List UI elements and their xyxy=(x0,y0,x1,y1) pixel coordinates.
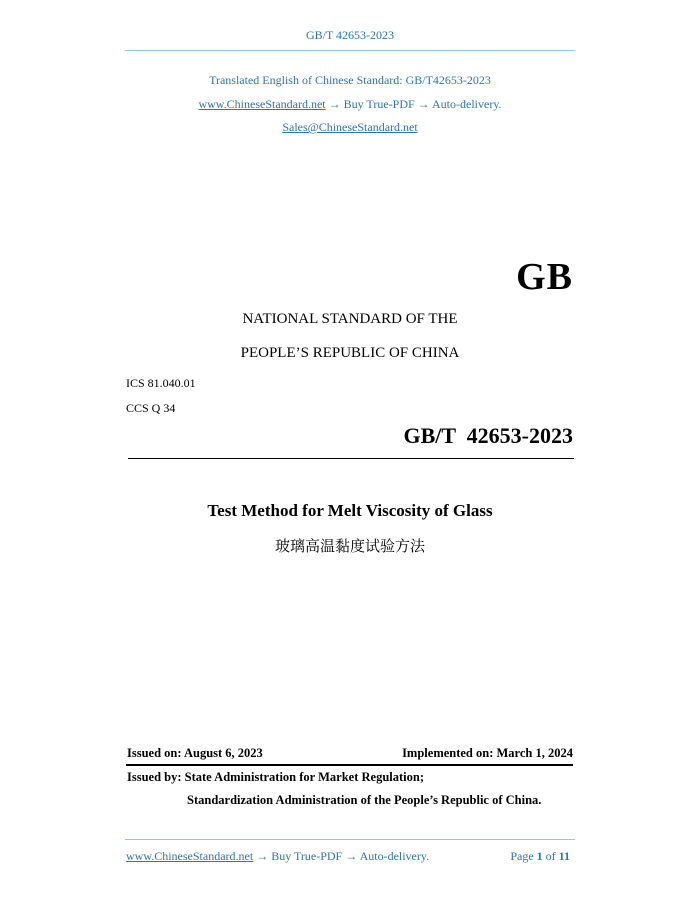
website-link[interactable]: www.ChineseStandard.net xyxy=(198,97,326,111)
title-divider xyxy=(128,458,574,459)
page-label: Page xyxy=(510,849,534,863)
purchase-text: → Buy True-PDF → Auto-delivery. xyxy=(325,97,502,111)
page-indicator xyxy=(510,849,570,864)
title-chinese: 玻璃高温黏度试验方法 xyxy=(274,537,425,555)
email-line xyxy=(0,120,700,135)
page-total: 11 xyxy=(558,849,570,863)
issued-divider xyxy=(126,764,573,766)
header-divider xyxy=(125,50,575,51)
ics-code: ICS 81.040.01 xyxy=(126,376,196,390)
running-header: GB/T 42653-2023 xyxy=(305,28,395,42)
national-standard-line-2: PEOPLE’S REPUBLIC OF CHINA xyxy=(240,345,460,361)
footer-website-link[interactable]: www.ChineseStandard.net xyxy=(126,849,254,863)
footer-divider xyxy=(125,839,575,840)
translation-notice: Translated English of Chinese Standard: GB/T42653-2023 xyxy=(209,73,491,87)
email-link[interactable]: Sales@ChineseStandard.net xyxy=(282,120,418,134)
title-english: Test Method for Melt Viscosity of Glass xyxy=(207,501,493,520)
page-current: 1 xyxy=(536,849,543,863)
purchase-line xyxy=(0,97,700,112)
national-standard-line-1: NATIONAL STANDARD OF THE xyxy=(242,311,458,327)
ccs-code: CCS Q 34 xyxy=(126,401,176,415)
issuer-line-1: Issued by: State Administration for Market Regulation; xyxy=(127,770,424,784)
page-of: of xyxy=(545,849,556,863)
gb-logo: GB xyxy=(516,256,573,298)
issuer-line-2: Standardization Administration of the People’s Republic of China. xyxy=(187,793,542,807)
implemented-date: Implemented on: March 1, 2024 xyxy=(402,746,573,760)
footer-purchase-line xyxy=(126,849,429,864)
issued-date: Issued on: August 6, 2023 xyxy=(127,746,263,760)
footer-purchase-text: → Buy True-PDF → Auto-delivery. xyxy=(253,849,430,863)
standard-number: GB/T 42653-2023 xyxy=(403,423,573,448)
